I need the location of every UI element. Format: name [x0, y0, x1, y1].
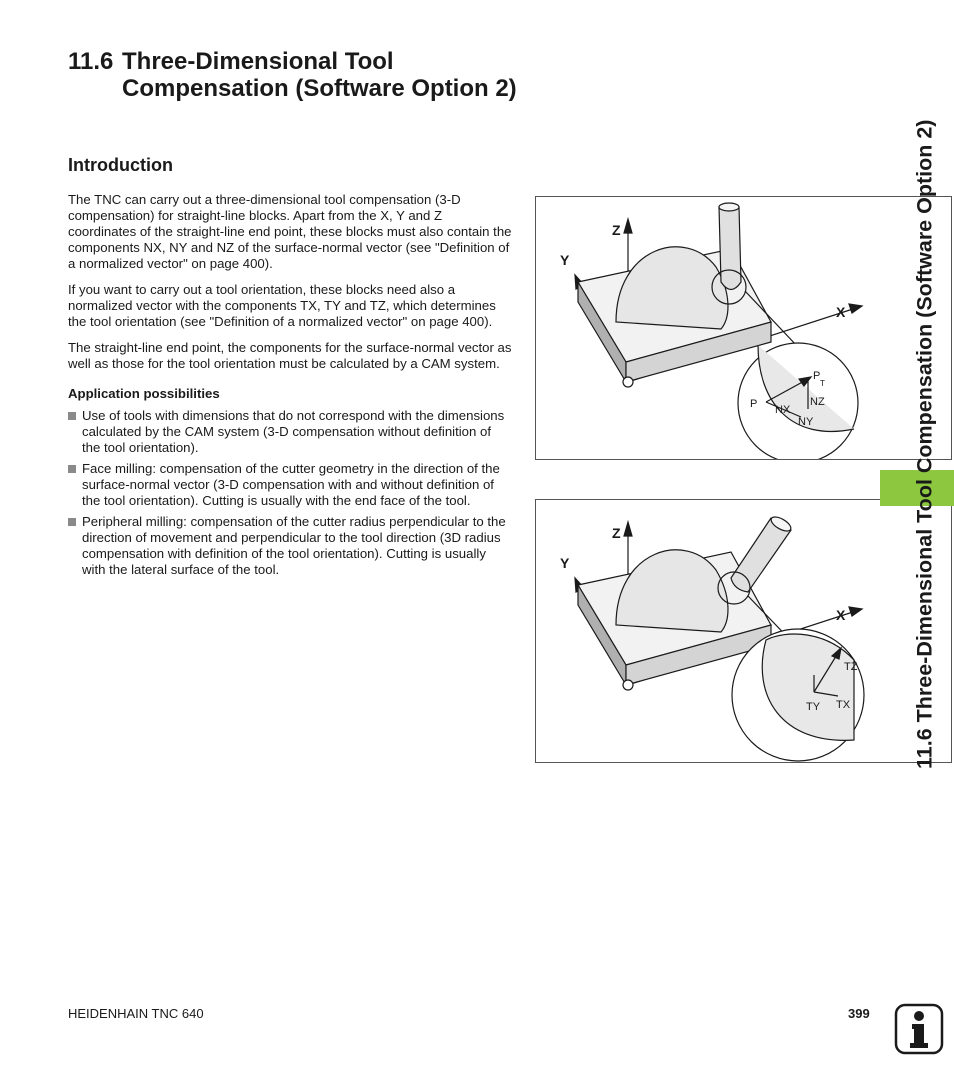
list-item — [68, 461, 512, 509]
nz-label: NZ — [810, 396, 825, 408]
x-axis-arrow — [849, 304, 862, 313]
list-item-text: Face milling: compensation of the cutter geometry in the direction of the surface-normal vector (3-D compensation with and without definition of the tool orientation). Cutting is usually with the end face of the tool. — [82, 461, 500, 508]
origin-marker — [623, 377, 633, 387]
pt-label: P — [813, 370, 821, 382]
x-axis-label: X — [836, 607, 846, 623]
list-item — [68, 514, 512, 578]
ty-label: TY — [806, 701, 821, 713]
tool-shank — [719, 207, 741, 290]
figure-tool-orientation — [535, 499, 952, 763]
x-axis-label: X — [836, 304, 846, 320]
z-axis-arrow — [624, 522, 632, 536]
y-axis-label: Y — [560, 555, 570, 571]
page-number: 399 — [848, 1006, 870, 1021]
nx-label: NX — [775, 404, 791, 416]
body-text — [68, 192, 512, 583]
info-icon — [894, 1003, 944, 1055]
intro-paragraph-2: If you want to carry out a tool orientation, these blocks need also a normalized vector with the components TX, TY and TZ, which determines the tool orientation (see "Definition of a normalized vector" on page 400). — [68, 282, 496, 329]
figure-tool-orientation-drawing — [536, 500, 951, 762]
figure-surface-normal-drawing — [536, 197, 951, 459]
sidebar-title: 11.6 Three-Dimensional Tool Compensation (Software Option 2) — [912, 119, 937, 769]
list-item — [68, 408, 512, 456]
pt-subscript: T — [820, 379, 825, 388]
tx-label: TX — [836, 699, 851, 711]
section-title — [68, 48, 538, 102]
footer-product: HEIDENHAIN TNC 640 — [68, 1006, 204, 1021]
section-number: 11.6 — [68, 48, 114, 75]
list-item-text: Use of tools with dimensions that do not correspond with the dimensions calculated by the CAM system (3-D compensation without definition of the tool orientation). — [82, 408, 505, 455]
introduction-heading: Introduction — [68, 155, 173, 175]
application-list — [68, 408, 512, 578]
list-item-text: Peripheral milling: compensation of the cutter radius perpendicular to the direction of movement and perpendicular to the tool direction (3D radius compensation with definition of the tool orientation). Cutting is usually with the lateral surface of the tool. — [82, 514, 506, 577]
section-title-text: Three-Dimensional Tool Compensation (Software Option 2) — [122, 48, 517, 102]
origin-marker — [623, 680, 633, 690]
square-bullet-icon — [68, 412, 76, 420]
application-heading: Application possibilities — [68, 386, 220, 401]
square-bullet-icon — [68, 518, 76, 526]
y-axis-label: Y — [560, 252, 570, 268]
z-axis-label: Z — [612, 222, 621, 238]
ny-label: NY — [798, 416, 814, 428]
x-axis-arrow — [849, 607, 862, 616]
intro-paragraph-3: The straight-line end point, the components for the surface-normal vector as well as those for the tool orientation must be calculated by a CAM system. — [68, 340, 512, 371]
tz-label: TZ — [844, 661, 858, 673]
z-axis-label: Z — [612, 525, 621, 541]
intro-paragraph-1: The TNC can carry out a three-dimensional tool compensation (3-D compensation) for straight-line blocks. Apart from the X, Y and Z coordinates of the straight-line end point, these blocks must also contain the components NX, NY and NZ of the surface-normal vector (see "Definition of a normalized vector" on page 400). — [68, 192, 512, 271]
square-bullet-icon — [68, 465, 76, 473]
z-axis-arrow — [624, 219, 632, 233]
figure-surface-normal — [535, 196, 952, 460]
p-label: P — [750, 398, 758, 410]
